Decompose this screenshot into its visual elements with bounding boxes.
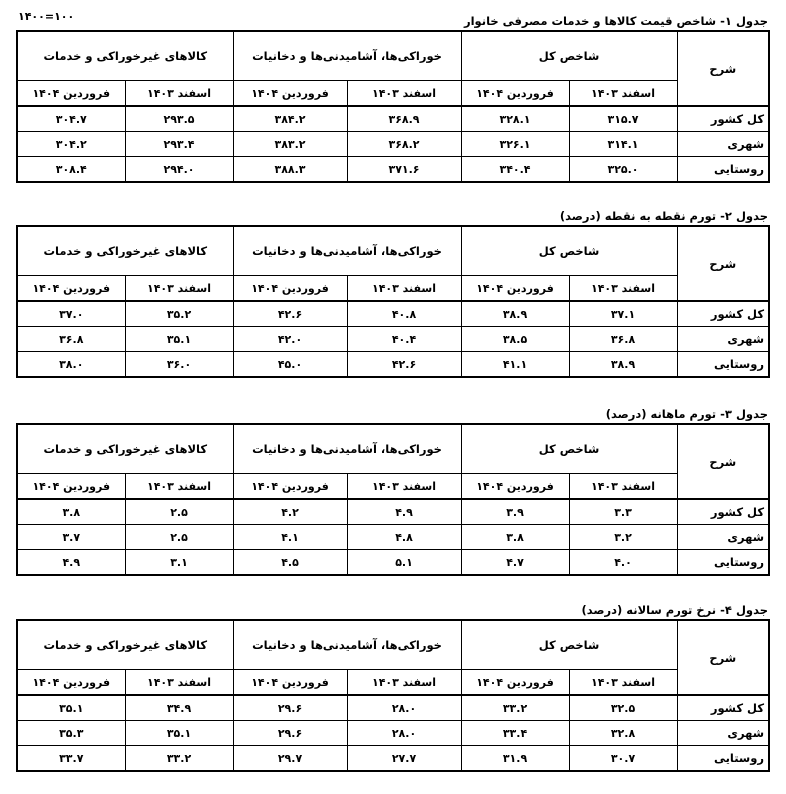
table-cell: ۳۲۶.۱ bbox=[461, 132, 569, 157]
table-row bbox=[17, 695, 769, 721]
table-cell: ۳.۸ bbox=[461, 525, 569, 550]
table-cell: ۴۵.۰ bbox=[233, 352, 347, 378]
table-cell: ۴۰.۴ bbox=[347, 327, 461, 352]
table-cell: ۳۳.۷ bbox=[17, 746, 125, 772]
group-header-nonfood: کالاهای غیرخوراکی و خدمات bbox=[17, 226, 233, 276]
table-row bbox=[17, 525, 769, 550]
table-cell: ۴.۹ bbox=[347, 499, 461, 525]
table-row bbox=[17, 301, 769, 327]
table-cell: ۳۸۴.۲ bbox=[233, 106, 347, 132]
base-year-note: ۱۴۰۰=۱۰۰ bbox=[18, 10, 75, 23]
table-cell: ۳۲۸.۱ bbox=[461, 106, 569, 132]
sub-header: فروردین ۱۴۰۴ bbox=[233, 670, 347, 696]
table-cell: ۳.۹ bbox=[461, 499, 569, 525]
table-cell: ۴.۹ bbox=[17, 550, 125, 576]
table-cell: ۳۷.۰ bbox=[17, 301, 125, 327]
table-cell: ۳۱۴.۱ bbox=[569, 132, 677, 157]
sub-header: اسفند ۱۴۰۳ bbox=[347, 276, 461, 302]
row-label: شهری bbox=[677, 525, 769, 550]
group-header-food: خوراکی‌ها، آشامیدنی‌ها و دخانیات bbox=[233, 424, 461, 474]
sub-header: فروردین ۱۴۰۴ bbox=[461, 276, 569, 302]
group-header-nonfood: کالاهای غیرخوراکی و خدمات bbox=[17, 424, 233, 474]
table-cell: ۳۰۴.۲ bbox=[17, 132, 125, 157]
table-caption: جدول ۴- نرخ تورم سالانه (درصد) bbox=[581, 603, 768, 617]
row-label: کل کشور bbox=[677, 695, 769, 721]
sub-header: فروردین ۱۴۰۴ bbox=[233, 276, 347, 302]
table-cell: ۳۷۱.۶ bbox=[347, 157, 461, 183]
table-cell: ۳.۸ bbox=[17, 499, 125, 525]
table-cell: ۳۰.۷ bbox=[569, 746, 677, 772]
sub-header: اسفند ۱۴۰۳ bbox=[569, 474, 677, 500]
row-label: شهری bbox=[677, 721, 769, 746]
table-cell: ۳۸.۰ bbox=[17, 352, 125, 378]
row-label: کل کشور bbox=[677, 106, 769, 132]
row-header: شرح bbox=[677, 424, 769, 499]
sub-header: اسفند ۱۴۰۳ bbox=[347, 81, 461, 107]
table-cell: ۳۶.۰ bbox=[125, 352, 233, 378]
table-row bbox=[17, 352, 769, 378]
sub-header: اسفند ۱۴۰۳ bbox=[347, 474, 461, 500]
table-row bbox=[17, 550, 769, 576]
group-header-food: خوراکی‌ها، آشامیدنی‌ها و دخانیات bbox=[233, 620, 461, 670]
table-cell: ۲۷.۷ bbox=[347, 746, 461, 772]
table-cell: ۴.۰ bbox=[569, 550, 677, 576]
row-label: کل کشور bbox=[677, 499, 769, 525]
table-cell: ۳۸۸.۳ bbox=[233, 157, 347, 183]
table-cell: ۳۳.۲ bbox=[461, 695, 569, 721]
group-header-food: خوراکی‌ها، آشامیدنی‌ها و دخانیات bbox=[233, 226, 461, 276]
table-cell: ۳۸۳.۲ bbox=[233, 132, 347, 157]
group-header-nonfood: کالاهای غیرخوراکی و خدمات bbox=[17, 31, 233, 81]
sub-header: فروردین ۱۴۰۴ bbox=[461, 81, 569, 107]
table-cell: ۴۲.۶ bbox=[233, 301, 347, 327]
table-cell: ۳۵.۱ bbox=[125, 721, 233, 746]
table-cell: ۳۸.۹ bbox=[461, 301, 569, 327]
table-row bbox=[17, 106, 769, 132]
table-cell: ۳۵.۱ bbox=[125, 327, 233, 352]
data-table bbox=[16, 30, 770, 183]
table-caption: جدول ۲- تورم نقطه به نقطه (درصد) bbox=[559, 209, 768, 223]
row-header: شرح bbox=[677, 620, 769, 695]
row-label: شهری bbox=[677, 327, 769, 352]
table-caption: جدول ۱- شاخص قیمت کالاها و خدمات مصرفی خانوار bbox=[463, 14, 768, 28]
table-cell: ۲۹.۶ bbox=[233, 695, 347, 721]
table-cell: ۲۹۳.۵ bbox=[125, 106, 233, 132]
group-header-nonfood: کالاهای غیرخوراکی و خدمات bbox=[17, 620, 233, 670]
table-row bbox=[17, 721, 769, 746]
row-label: کل کشور bbox=[677, 301, 769, 327]
table-cell: ۳۴۰.۴ bbox=[461, 157, 569, 183]
table-cell: ۳۵.۳ bbox=[17, 721, 125, 746]
table-row bbox=[17, 746, 769, 772]
row-label: روستایی bbox=[677, 352, 769, 378]
table-caption: جدول ۳- تورم ماهانه (درصد) bbox=[605, 407, 768, 421]
table-row bbox=[17, 499, 769, 525]
sub-header: فروردین ۱۴۰۴ bbox=[461, 670, 569, 696]
table-cell: ۳۵.۲ bbox=[125, 301, 233, 327]
table-row bbox=[17, 132, 769, 157]
sub-header: اسفند ۱۴۰۳ bbox=[125, 670, 233, 696]
table-cell: ۳۰۸.۴ bbox=[17, 157, 125, 183]
group-header-total: شاخص کل bbox=[461, 620, 677, 670]
table-cell: ۲۹۳.۴ bbox=[125, 132, 233, 157]
group-header-food: خوراکی‌ها، آشامیدنی‌ها و دخانیات bbox=[233, 31, 461, 81]
group-header-total: شاخص کل bbox=[461, 424, 677, 474]
group-header-total: شاخص کل bbox=[461, 31, 677, 81]
sub-header: اسفند ۱۴۰۳ bbox=[569, 276, 677, 302]
table-cell: ۴.۱ bbox=[233, 525, 347, 550]
table-cell: ۳۰۴.۷ bbox=[17, 106, 125, 132]
sub-header: اسفند ۱۴۰۳ bbox=[125, 81, 233, 107]
table-cell: ۳۷.۱ bbox=[569, 301, 677, 327]
sub-header: فروردین ۱۴۰۴ bbox=[17, 276, 125, 302]
sub-header: فروردین ۱۴۰۴ bbox=[17, 474, 125, 500]
data-table bbox=[16, 225, 770, 378]
table-cell: ۲.۵ bbox=[125, 499, 233, 525]
table-cell: ۲۹.۶ bbox=[233, 721, 347, 746]
table-cell: ۳۸.۵ bbox=[461, 327, 569, 352]
row-label: روستایی bbox=[677, 157, 769, 183]
table-cell: ۳۳.۴ bbox=[461, 721, 569, 746]
row-header: شرح bbox=[677, 31, 769, 106]
sub-header: فروردین ۱۴۰۴ bbox=[17, 670, 125, 696]
table-cell: ۳۶.۸ bbox=[17, 327, 125, 352]
table-1 bbox=[16, 12, 768, 183]
table-cell: ۴.۸ bbox=[347, 525, 461, 550]
table-cell: ۳.۱ bbox=[125, 550, 233, 576]
table-cell: ۴۱.۱ bbox=[461, 352, 569, 378]
table-cell: ۳۴.۹ bbox=[125, 695, 233, 721]
table-cell: ۳.۲ bbox=[569, 525, 677, 550]
table-cell: ۴.۵ bbox=[233, 550, 347, 576]
table-cell: ۳.۷ bbox=[17, 525, 125, 550]
row-label: شهری bbox=[677, 132, 769, 157]
table-cell: ۴۲.۰ bbox=[233, 327, 347, 352]
table-row bbox=[17, 327, 769, 352]
sub-header: اسفند ۱۴۰۳ bbox=[125, 474, 233, 500]
table-cell: ۳۵.۱ bbox=[17, 695, 125, 721]
table-cell: ۲۸.۰ bbox=[347, 721, 461, 746]
table-cell: ۴.۷ bbox=[461, 550, 569, 576]
table-cell: ۳۱۵.۷ bbox=[569, 106, 677, 132]
table-cell: ۴۰.۸ bbox=[347, 301, 461, 327]
sub-header: فروردین ۱۴۰۴ bbox=[17, 81, 125, 107]
table-cell: ۲۹۴.۰ bbox=[125, 157, 233, 183]
table-cell: ۳.۳ bbox=[569, 499, 677, 525]
table-cell: ۴.۲ bbox=[233, 499, 347, 525]
sub-header: اسفند ۱۴۰۳ bbox=[569, 81, 677, 107]
table-4 bbox=[16, 601, 768, 772]
table-cell: ۳۸.۹ bbox=[569, 352, 677, 378]
row-header: شرح bbox=[677, 226, 769, 301]
table-cell: ۳۶.۸ bbox=[569, 327, 677, 352]
group-header-total: شاخص کل bbox=[461, 226, 677, 276]
table-2 bbox=[16, 207, 768, 378]
data-table bbox=[16, 619, 770, 772]
row-label: روستایی bbox=[677, 746, 769, 772]
table-row bbox=[17, 157, 769, 183]
table-cell: ۲۸.۰ bbox=[347, 695, 461, 721]
table-cell: ۲۹.۷ bbox=[233, 746, 347, 772]
sub-header: فروردین ۱۴۰۴ bbox=[461, 474, 569, 500]
table-cell: ۵.۱ bbox=[347, 550, 461, 576]
sub-header: فروردین ۱۴۰۴ bbox=[233, 81, 347, 107]
table-cell: ۳۲۵.۰ bbox=[569, 157, 677, 183]
table-cell: ۳۲.۸ bbox=[569, 721, 677, 746]
table-cell: ۳۳.۲ bbox=[125, 746, 233, 772]
table-cell: ۴۲.۶ bbox=[347, 352, 461, 378]
sub-header: اسفند ۱۴۰۳ bbox=[347, 670, 461, 696]
table-cell: ۳۱.۹ bbox=[461, 746, 569, 772]
sub-header: اسفند ۱۴۰۳ bbox=[125, 276, 233, 302]
table-cell: ۲.۵ bbox=[125, 525, 233, 550]
table-cell: ۳۶۸.۲ bbox=[347, 132, 461, 157]
data-table bbox=[16, 423, 770, 576]
table-3 bbox=[16, 405, 768, 576]
sub-header: فروردین ۱۴۰۴ bbox=[233, 474, 347, 500]
row-label: روستایی bbox=[677, 550, 769, 576]
table-cell: ۳۶۸.۹ bbox=[347, 106, 461, 132]
table-cell: ۳۲.۵ bbox=[569, 695, 677, 721]
sub-header: اسفند ۱۴۰۳ bbox=[569, 670, 677, 696]
